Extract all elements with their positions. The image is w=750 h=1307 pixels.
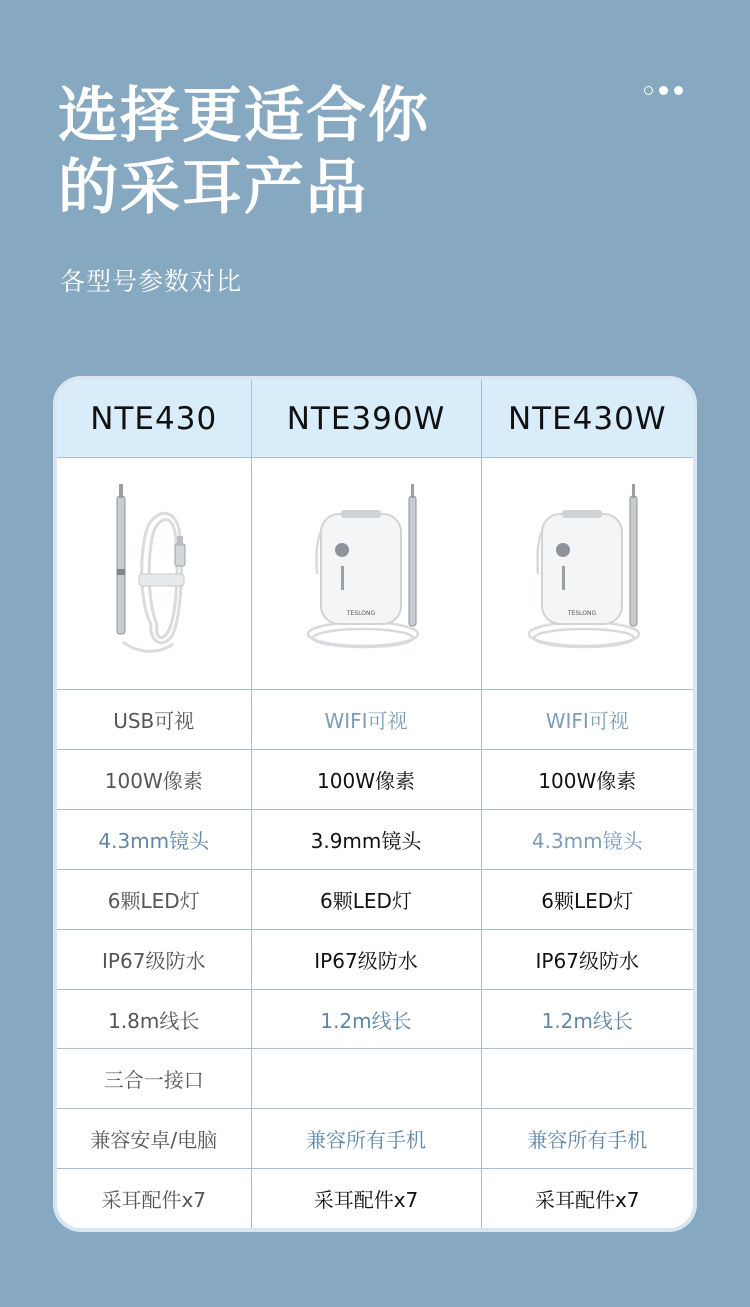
table-cell: 100W像素 [251, 750, 481, 810]
table-cell: IP67级防水 [481, 929, 693, 989]
table-cell: 1.2m线长 [481, 989, 693, 1049]
table-cell: IP67级防水 [57, 929, 251, 989]
product-image-cell [57, 458, 251, 690]
table-cell: 6颗LED灯 [481, 869, 693, 929]
table-row [57, 750, 693, 810]
table-cell: 6颗LED灯 [57, 869, 251, 929]
table-cell: 3.9mm镜头 [251, 810, 481, 870]
table-row [57, 810, 693, 870]
table-cell: 4.3mm镜头 [481, 810, 693, 870]
table-cell: 6颗LED灯 [251, 869, 481, 929]
table-row [57, 690, 693, 750]
table-cell [481, 1049, 693, 1109]
table-cell: 兼容安卓/电脑 [57, 1109, 251, 1169]
table-cell [251, 1049, 481, 1109]
page-dot-3[interactable] [674, 86, 683, 95]
table-row [57, 1169, 693, 1228]
title-line-1: 选择更适合你 [58, 81, 430, 151]
comparison-table [57, 380, 693, 1228]
product-image-cell [481, 458, 693, 690]
table-row [57, 1109, 693, 1169]
table-row [57, 929, 693, 989]
table-cell: WIFI可视 [251, 690, 481, 750]
title-line-2: 的采耳产品 [58, 153, 368, 223]
page-dot-2[interactable] [659, 86, 668, 95]
table-cell: 1.2m线长 [251, 989, 481, 1049]
table-image-row [57, 458, 693, 690]
pagination-dots [644, 86, 683, 95]
table-row [57, 1049, 693, 1109]
table-header-row [57, 380, 693, 458]
column-header: NTE430W [481, 380, 693, 458]
table-cell: 采耳配件x7 [251, 1169, 481, 1228]
table-row [57, 989, 693, 1049]
table-cell: 兼容所有手机 [251, 1109, 481, 1169]
page-dot-1[interactable] [644, 86, 653, 95]
table-cell: USB可视 [57, 690, 251, 750]
column-header: NTE430 [57, 380, 251, 458]
usb-ear-scope-image [99, 484, 209, 664]
table-row [57, 869, 693, 929]
svg-text:TESLONG: TESLONG [568, 609, 597, 617]
wifi-ear-scope-image [522, 484, 652, 664]
page-title [58, 80, 430, 224]
table-cell: 三合一接口 [57, 1049, 251, 1109]
product-image-cell [251, 458, 481, 690]
comparison-card [57, 380, 693, 1228]
table-cell: 100W像素 [481, 750, 693, 810]
table-cell: 采耳配件x7 [481, 1169, 693, 1228]
table-cell: IP67级防水 [251, 929, 481, 989]
table-cell: 采耳配件x7 [57, 1169, 251, 1228]
svg-text:TESLONG: TESLONG [346, 609, 376, 617]
page-subtitle: 各型号参数对比 [60, 267, 243, 296]
table-cell: 100W像素 [57, 750, 251, 810]
wifi-ear-scope-image [301, 484, 431, 664]
table-cell: 兼容所有手机 [481, 1109, 693, 1169]
table-cell: WIFI可视 [481, 690, 693, 750]
table-cell: 1.8m线长 [57, 989, 251, 1049]
table-cell: 4.3mm镜头 [57, 810, 251, 870]
column-header: NTE390W [251, 380, 481, 458]
